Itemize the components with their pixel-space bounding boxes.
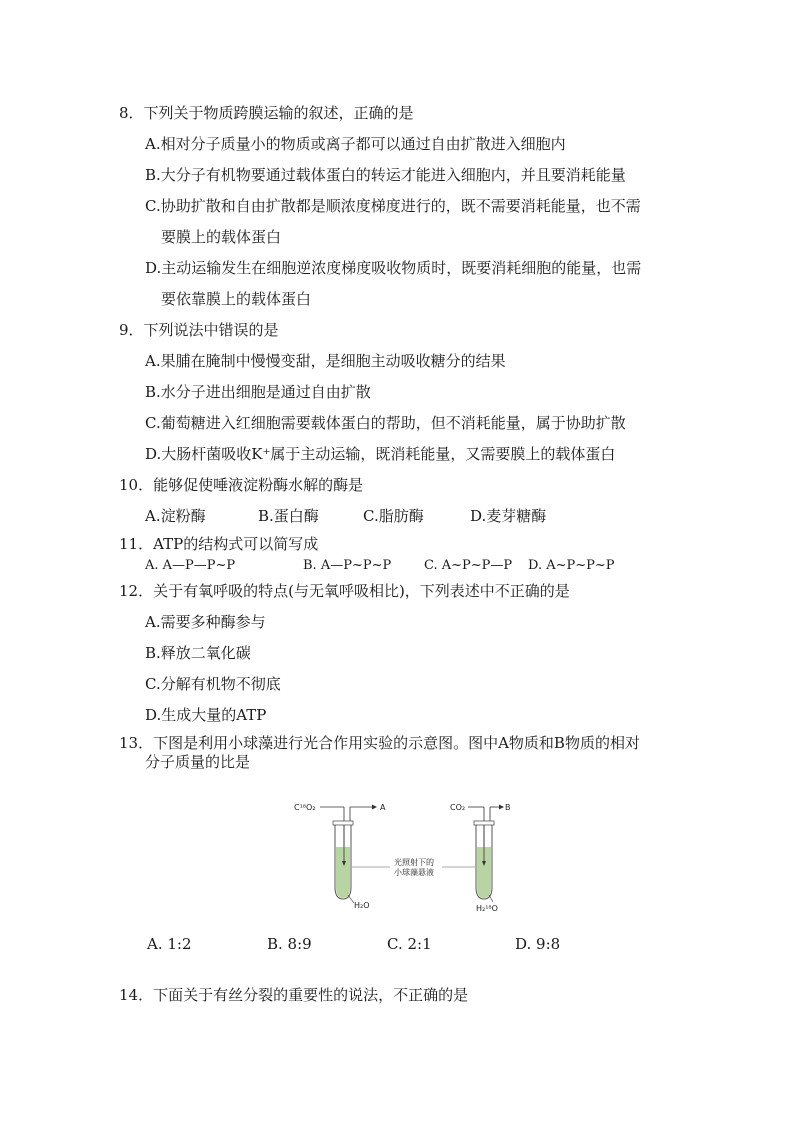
photosynthesis-experiment-figure — [290, 795, 510, 913]
right-stopper — [474, 821, 494, 825]
left-product-label: A — [380, 803, 386, 812]
q9-option-b: B.水分子进出细胞是通过自由扩散 — [145, 383, 371, 401]
q8-option-c-line1: C.协助扩散和自由扩散都是顺浓度梯度进行的，既不需要消耗能量，也不需 — [145, 197, 641, 215]
q10-option-b: B.蛋白酶 — [258, 507, 319, 525]
q13-option-b: B. 8:9 — [267, 935, 312, 953]
right-product-label: B — [505, 803, 510, 812]
q8-option-a: A.相对分子质量小的物质或离子都可以通过自由扩散进入细胞内 — [145, 135, 566, 153]
right-gas-label: CO₂ — [450, 803, 466, 812]
left-algae-suspension — [336, 847, 350, 898]
q11-stem: 11．ATP的结构式可以简写成 — [119, 535, 319, 553]
q11-options — [145, 556, 645, 574]
q8-stem: 8．下列关于物质跨膜运输的叙述，正确的是 — [119, 104, 414, 122]
right-water-label: H₂¹⁸O — [476, 904, 498, 913]
left-gas-label: C¹⁸O₂ — [294, 803, 316, 812]
left-water-label: H₂O — [354, 901, 370, 910]
q9-stem: 9．下列说法中错误的是 — [119, 321, 279, 339]
q11-option-b: B. A—P~P~P — [303, 558, 392, 573]
q12-stem: 12．关于有氧呼吸的特点(与无氧呼吸相比)，下列表述中不正确的是 — [119, 582, 570, 600]
q10-option-c: C.脂肪酶 — [363, 507, 424, 525]
q13-stem-line1: 13．下图是利用小球藻进行光合作用实验的示意图。图中A物质和B物质的相对 — [119, 734, 640, 752]
q12-option-a: A.需要多种酶参与 — [145, 613, 266, 631]
q8-option-b: B.大分子有机物要通过载体蛋白的转运才能进入细胞内，并且要消耗能量 — [145, 166, 626, 184]
q8-option-d-line2: 要依靠膜上的载体蛋白 — [161, 290, 312, 308]
q13-option-a: A. 1:2 — [147, 935, 192, 953]
q12-option-b: B.释放二氧化碳 — [145, 644, 251, 662]
q9-option-d: D.大肠杆菌吸收K⁺属于主动运输，既消耗能量，又需要膜上的载体蛋白 — [145, 445, 616, 463]
q11-option-c: C. A~P~P—P — [424, 558, 513, 573]
q13-option-c: C. 2:1 — [387, 935, 432, 953]
q8-option-d-line1: D.主动运输发生在细胞逆浓度梯度吸收物质时，既要消耗细胞的能量，也需 — [145, 259, 642, 277]
q10-option-a: A.淀粉酶 — [145, 507, 206, 525]
q14-stem: 14．下面关于有丝分裂的重要性的说法，不正确的是 — [119, 986, 469, 1004]
center-label-line1: 光照射下的 — [394, 858, 434, 867]
q10-option-d: D.麦芽糖酶 — [470, 507, 547, 525]
q13-option-d: D. 9:8 — [515, 935, 561, 953]
q10-options — [145, 506, 645, 526]
q11-option-d: D. A~P~P~P — [528, 558, 615, 573]
left-stopper — [333, 821, 353, 825]
center-label-line2: 小球藻悬液 — [394, 868, 434, 877]
q9-option-c: C.葡萄糖进入红细胞需要载体蛋白的帮助，但不消耗能量，属于协助扩散 — [145, 414, 626, 432]
q12-option-d: D.生成大量的ATP — [145, 706, 267, 724]
q9-option-a: A.果脯在腌制中慢慢变甜，是细胞主动吸收糖分的结果 — [145, 352, 506, 370]
q13-stem-line2: 分子质量的比是 — [145, 753, 251, 771]
q13-options — [147, 934, 587, 954]
q12-option-c: C.分解有机物不彻底 — [145, 675, 281, 693]
q10-stem: 10．能够促使唾液淀粉酶水解的酶是 — [119, 476, 364, 494]
q11-option-a: A. A—P—P~P — [145, 558, 236, 573]
q8-option-c-line2: 要膜上的载体蛋白 — [161, 228, 282, 246]
